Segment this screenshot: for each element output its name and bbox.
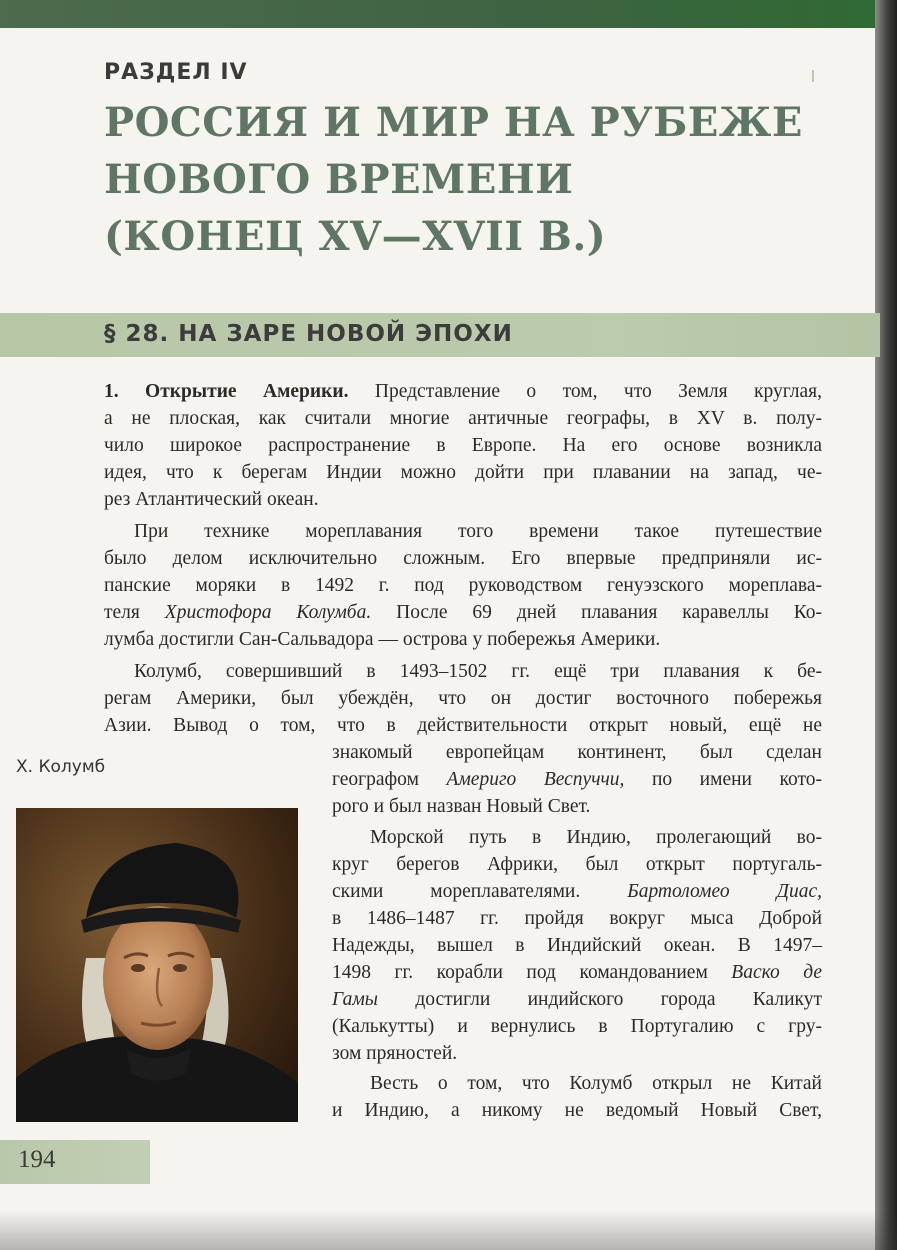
body-line: было делом исключительно сложным. Его впервые предприняли ис- (104, 548, 822, 569)
top-color-bar (0, 0, 880, 28)
body-line (104, 378, 822, 405)
body-line: рез Атлантический океан. (104, 489, 319, 510)
person-name: Бартоломео Диас, (627, 881, 822, 902)
body-line: регам Америки, был убеждён, что он достиг восточного побережья (104, 688, 822, 709)
text-span: географом (332, 769, 419, 790)
body-line: идея, что к берегам Индии можно дойти при плавании на запад, че- (104, 462, 822, 483)
section-label: РАЗДЕЛ IV (104, 60, 248, 85)
person-name: Христофора Колумба. (164, 602, 372, 623)
body-line: панские моряки в 1492 г. под руководством генуэзского мореплава- (104, 575, 822, 596)
body-line: рого и был назван Новый Свет. (332, 796, 591, 817)
book-spine-edge (875, 0, 897, 1250)
text-span: по имени кото- (651, 769, 822, 790)
body-line: зом пряностей. (332, 1043, 458, 1064)
body-line: а не плоская, как считали многие античные географы, в XV в. полу- (104, 408, 822, 429)
body-line: в 1486–1487 гг. пройдя вокруг мыса Доброй (332, 908, 822, 929)
body-line: (Калькутты) и вернулись в Португалию с гру- (332, 1016, 822, 1037)
paragraph-heading: § 28. НА ЗАРЕ НОВОЙ ЭПОХИ (104, 321, 513, 347)
subsection-heading: 1. Открытие Америки. (104, 381, 349, 402)
text-span: 1498 гг. корабли под командованием (332, 962, 708, 983)
page-number: 194 (18, 1146, 56, 1173)
body-line: Колумб, совершивший в 1493–1502 гг. ещё три плавания к бе- (134, 661, 822, 682)
section-title (104, 94, 824, 265)
columbus-portrait (16, 808, 298, 1122)
text-span: После 69 дней плавания каравеллы Ко- (396, 602, 823, 623)
section-title-line-2: НОВОГО ВРЕМЕНИ (104, 156, 574, 203)
portrait-illustration (16, 808, 298, 1122)
text-span: скими мореплавателями. (332, 881, 581, 902)
person-name: Васко де (731, 962, 823, 983)
body-line: знакомый европейцам континент, был сделан (332, 742, 822, 763)
body-line: Весть о том, что Колумб открыл не Китай (370, 1073, 822, 1094)
body-line (104, 599, 822, 626)
section-title-line-3: (КОНЕЦ XV—XVII В.) (104, 213, 607, 260)
body-line: Морской путь в Индию, пролегающий во- (370, 827, 822, 848)
text-span: Представление о том, что Земля круглая, (374, 381, 823, 402)
body-line: При технике мореплавания того времени такое путешествие (134, 521, 822, 542)
body-line: Надежды, вышел в Индийский океан. В 1497– (332, 935, 822, 956)
text-span: теля (104, 602, 140, 623)
bottom-shadow (0, 1210, 897, 1250)
body-line: круг берегов Африки, был открыт португаль- (332, 854, 822, 875)
person-name: Америго Веспуччи, (446, 769, 625, 790)
body-line: чило широкое распространение в Европе. На его основе возникла (104, 435, 822, 456)
body-line (332, 766, 822, 793)
person-name: Гамы (332, 989, 379, 1010)
body-line: и Индию, а никому не ведомый Новый Свет, (332, 1100, 822, 1121)
body-line: лумба достигли Сан-Сальвадора — острова у побережья Америки. (104, 629, 661, 650)
body-line: Азии. Вывод о том, что в действительности открыт новый, ещё не (104, 715, 822, 736)
section-title-line-1: РОССИЯ И МИР НА РУБЕЖЕ (104, 99, 803, 146)
body-line (332, 959, 822, 986)
figure-caption: Х. Колумб (16, 757, 106, 777)
corner-mark (812, 70, 822, 82)
text-span: достигли индийского города Каликут (415, 989, 823, 1010)
body-line (332, 878, 822, 905)
body-line (332, 986, 822, 1013)
